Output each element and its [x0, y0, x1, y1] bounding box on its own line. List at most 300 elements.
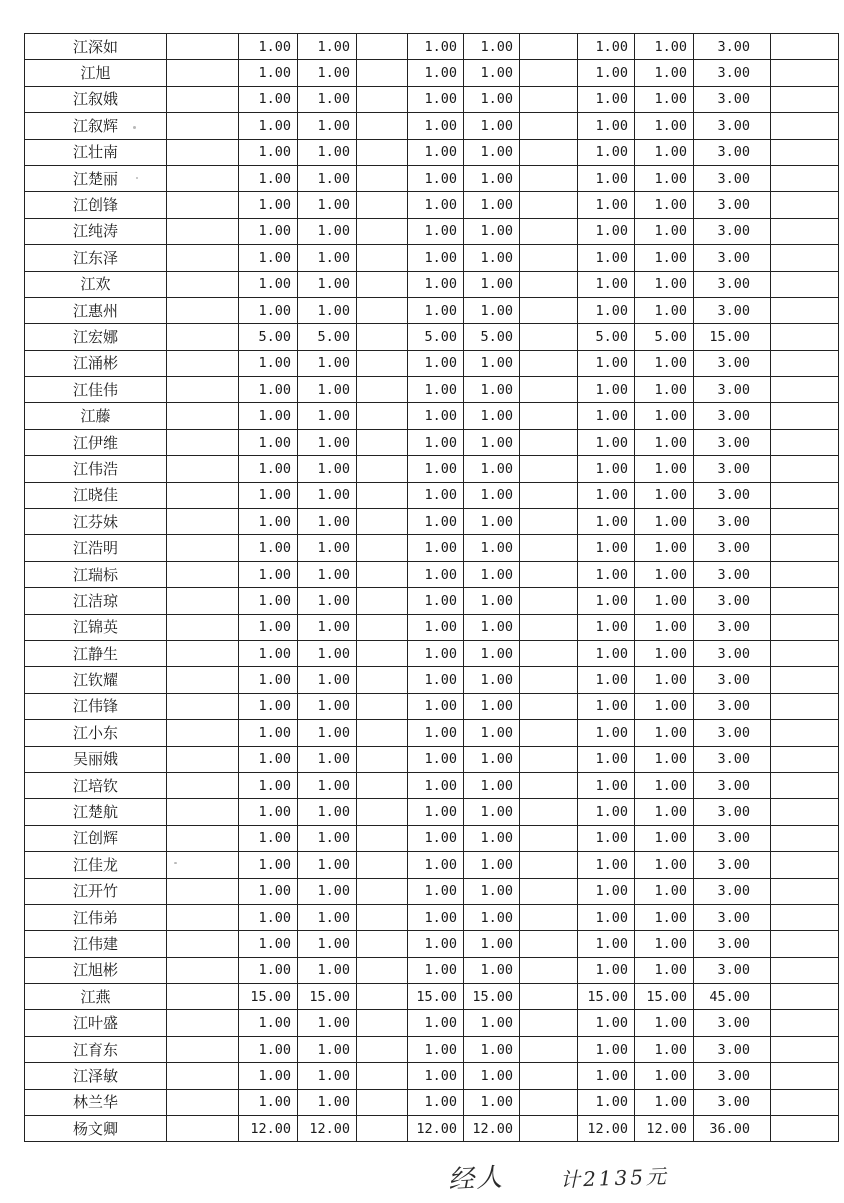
table-row: [25, 640, 839, 666]
amount-cell: 1.00: [239, 693, 298, 719]
amount-cell: 1.00: [408, 693, 464, 719]
empty-cell: [167, 297, 239, 323]
empty-cell: [771, 1036, 839, 1062]
amount-cell: 1.00: [635, 165, 694, 191]
empty-cell: [167, 957, 239, 983]
amount-cell: 1.00: [298, 509, 357, 535]
amount-cell: 1.00: [635, 1036, 694, 1062]
amount-cell: 1.00: [464, 561, 520, 587]
amount-cell: 1.00: [298, 1036, 357, 1062]
table-row: [25, 1010, 839, 1036]
amount-cell: 1.00: [408, 878, 464, 904]
total-cell: 3.00: [694, 614, 771, 640]
amount-cell: 1.00: [635, 218, 694, 244]
amount-cell: 1.00: [635, 113, 694, 139]
empty-cell: [167, 509, 239, 535]
empty-cell: [357, 957, 408, 983]
total-cell: 3.00: [694, 772, 771, 798]
amount-cell: 12.00: [578, 1116, 635, 1142]
empty-cell: [771, 324, 839, 350]
amount-cell: 1.00: [298, 456, 357, 482]
amount-cell: 1.00: [578, 667, 635, 693]
empty-cell: [357, 984, 408, 1010]
amount-cell: 1.00: [408, 588, 464, 614]
table-row: [25, 667, 839, 693]
empty-cell: [167, 693, 239, 719]
total-cell: 3.00: [694, 482, 771, 508]
total-cell: 3.00: [694, 799, 771, 825]
amount-cell: 1.00: [239, 297, 298, 323]
empty-cell: [771, 350, 839, 376]
amount-cell: 1.00: [635, 535, 694, 561]
amount-cell: 1.00: [408, 350, 464, 376]
total-cell: 3.00: [694, 34, 771, 60]
amount-cell: 1.00: [239, 772, 298, 798]
name-cell: 江创辉: [25, 825, 167, 851]
total-cell: 3.00: [694, 218, 771, 244]
total-cell: 3.00: [694, 904, 771, 930]
table-row: [25, 693, 839, 719]
amount-cell: 1.00: [635, 667, 694, 693]
total-cell: 3.00: [694, 720, 771, 746]
empty-cell: [357, 429, 408, 455]
amount-cell: 5.00: [298, 324, 357, 350]
amount-cell: 1.00: [239, 456, 298, 482]
amount-cell: 1.00: [464, 931, 520, 957]
amount-cell: 1.00: [239, 429, 298, 455]
amount-cell: 12.00: [635, 1116, 694, 1142]
name-cell: 江宏娜: [25, 324, 167, 350]
amount-cell: 1.00: [298, 34, 357, 60]
empty-cell: [771, 139, 839, 165]
amount-cell: 1.00: [635, 746, 694, 772]
empty-cell: [167, 218, 239, 244]
total-cell: 3.00: [694, 165, 771, 191]
amount-cell: 1.00: [298, 588, 357, 614]
empty-cell: [771, 799, 839, 825]
amount-cell: 1.00: [578, 535, 635, 561]
empty-cell: [167, 271, 239, 297]
total-cell: 3.00: [694, 377, 771, 403]
amount-cell: 1.00: [578, 297, 635, 323]
amount-cell: 1.00: [239, 1036, 298, 1062]
amount-cell: 1.00: [239, 403, 298, 429]
amount-cell: 1.00: [239, 1063, 298, 1089]
empty-cell: [520, 271, 578, 297]
total-cell: 3.00: [694, 561, 771, 587]
amount-cell: 1.00: [298, 139, 357, 165]
amount-cell: 1.00: [635, 614, 694, 640]
empty-cell: [771, 614, 839, 640]
amount-cell: 12.00: [298, 1116, 357, 1142]
amount-cell: 1.00: [239, 139, 298, 165]
amount-cell: 1.00: [239, 113, 298, 139]
total-cell: 3.00: [694, 403, 771, 429]
empty-cell: [771, 509, 839, 535]
amount-cell: 1.00: [578, 218, 635, 244]
empty-cell: [520, 535, 578, 561]
empty-cell: [520, 957, 578, 983]
empty-cell: [771, 1010, 839, 1036]
amount-cell: 1.00: [298, 957, 357, 983]
amount-cell: 15.00: [578, 984, 635, 1010]
name-cell: 江楚航: [25, 799, 167, 825]
empty-cell: [520, 693, 578, 719]
table-row: [25, 799, 839, 825]
amount-cell: 1.00: [464, 377, 520, 403]
name-cell: 江芬妹: [25, 509, 167, 535]
total-cell: 3.00: [694, 271, 771, 297]
empty-cell: [167, 350, 239, 376]
amount-cell: 1.00: [464, 799, 520, 825]
table-row: [25, 297, 839, 323]
table-row: [25, 852, 839, 878]
amount-cell: 1.00: [408, 113, 464, 139]
total-cell: 3.00: [694, 113, 771, 139]
empty-cell: [520, 86, 578, 112]
amount-cell: 1.00: [298, 482, 357, 508]
amount-cell: 1.00: [578, 614, 635, 640]
amount-cell: 1.00: [464, 640, 520, 666]
amount-cell: 1.00: [408, 218, 464, 244]
amount-cell: 1.00: [635, 271, 694, 297]
empty-cell: [520, 1063, 578, 1089]
name-cell: 江壮南: [25, 139, 167, 165]
amount-cell: 1.00: [464, 614, 520, 640]
empty-cell: [167, 324, 239, 350]
amount-cell: 1.00: [464, 271, 520, 297]
amount-cell: 1.00: [408, 86, 464, 112]
empty-cell: [357, 772, 408, 798]
amount-cell: 1.00: [635, 852, 694, 878]
table-row: [25, 192, 839, 218]
name-cell: 江锦英: [25, 614, 167, 640]
empty-cell: [167, 60, 239, 86]
amount-cell: 1.00: [578, 86, 635, 112]
empty-cell: [771, 192, 839, 218]
amount-cell: 1.00: [578, 1036, 635, 1062]
amount-cell: 1.00: [464, 482, 520, 508]
amount-cell: 1.00: [578, 931, 635, 957]
amount-cell: 1.00: [408, 34, 464, 60]
amount-cell: 1.00: [298, 165, 357, 191]
amount-cell: 1.00: [408, 271, 464, 297]
empty-cell: [771, 904, 839, 930]
empty-cell: [357, 324, 408, 350]
amount-cell: 1.00: [464, 165, 520, 191]
name-cell: 江佳伟: [25, 377, 167, 403]
amount-cell: 1.00: [464, 535, 520, 561]
total-cell: 3.00: [694, 429, 771, 455]
amount-cell: 1.00: [239, 1010, 298, 1036]
amount-cell: 1.00: [578, 825, 635, 851]
empty-cell: [357, 614, 408, 640]
empty-cell: [357, 693, 408, 719]
amount-cell: 1.00: [298, 931, 357, 957]
table-row: [25, 561, 839, 587]
amount-cell: 1.00: [635, 693, 694, 719]
empty-cell: [167, 1116, 239, 1142]
amount-cell: 1.00: [578, 271, 635, 297]
empty-cell: [520, 165, 578, 191]
empty-cell: [520, 1036, 578, 1062]
amount-cell: 1.00: [578, 852, 635, 878]
amount-cell: 1.00: [239, 165, 298, 191]
empty-cell: [357, 825, 408, 851]
empty-cell: [520, 429, 578, 455]
empty-cell: [357, 720, 408, 746]
amount-cell: 1.00: [464, 1089, 520, 1115]
amount-cell: 1.00: [464, 34, 520, 60]
table-row: [25, 825, 839, 851]
amount-cell: 1.00: [298, 86, 357, 112]
total-cell: 3.00: [694, 1089, 771, 1115]
total-cell: 3.00: [694, 86, 771, 112]
amount-cell: 1.00: [635, 799, 694, 825]
amount-cell: 1.00: [635, 1010, 694, 1036]
total-cell: 36.00: [694, 1116, 771, 1142]
empty-cell: [167, 245, 239, 271]
empty-cell: [167, 640, 239, 666]
name-cell: 江创锋: [25, 192, 167, 218]
empty-cell: [520, 403, 578, 429]
name-cell: 江浩明: [25, 535, 167, 561]
name-cell: 江伟建: [25, 931, 167, 957]
amount-cell: 1.00: [298, 350, 357, 376]
amount-cell: 1.00: [239, 720, 298, 746]
amount-cell: 1.00: [408, 614, 464, 640]
name-cell: 江开竹: [25, 878, 167, 904]
contribution-table: [24, 33, 839, 1142]
amount-cell: 1.00: [578, 139, 635, 165]
amount-cell: 1.00: [635, 245, 694, 271]
total-cell: 3.00: [694, 1036, 771, 1062]
name-cell: 江旭彬: [25, 957, 167, 983]
empty-cell: [771, 588, 839, 614]
amount-cell: 1.00: [298, 218, 357, 244]
amount-cell: 1.00: [578, 403, 635, 429]
amount-cell: 1.00: [578, 878, 635, 904]
empty-cell: [357, 1116, 408, 1142]
amount-cell: 1.00: [298, 1089, 357, 1115]
amount-cell: 1.00: [408, 1010, 464, 1036]
amount-cell: 1.00: [298, 1063, 357, 1089]
amount-cell: 1.00: [635, 561, 694, 587]
empty-cell: [357, 60, 408, 86]
total-cell: 15.00: [694, 324, 771, 350]
empty-cell: [357, 86, 408, 112]
table-row: [25, 377, 839, 403]
empty-cell: [357, 350, 408, 376]
amount-cell: 1.00: [298, 192, 357, 218]
amount-cell: 1.00: [635, 429, 694, 455]
empty-cell: [520, 1089, 578, 1115]
amount-cell: 1.00: [408, 720, 464, 746]
empty-cell: [357, 403, 408, 429]
amount-cell: 15.00: [635, 984, 694, 1010]
amount-cell: 1.00: [464, 350, 520, 376]
total-cell: 3.00: [694, 1063, 771, 1089]
amount-cell: 1.00: [239, 377, 298, 403]
empty-cell: [520, 456, 578, 482]
amount-cell: 5.00: [239, 324, 298, 350]
amount-cell: 15.00: [298, 984, 357, 1010]
empty-cell: [167, 904, 239, 930]
amount-cell: 1.00: [239, 931, 298, 957]
total-cell: 3.00: [694, 931, 771, 957]
amount-cell: 1.00: [408, 60, 464, 86]
amount-cell: 1.00: [635, 34, 694, 60]
amount-cell: 1.00: [298, 640, 357, 666]
name-cell: 江叙辉: [25, 113, 167, 139]
amount-cell: 1.00: [578, 693, 635, 719]
total-cell: 3.00: [694, 957, 771, 983]
amount-cell: 1.00: [464, 746, 520, 772]
amount-cell: 1.00: [578, 588, 635, 614]
empty-cell: [520, 614, 578, 640]
empty-cell: [771, 1116, 839, 1142]
amount-cell: 1.00: [408, 377, 464, 403]
name-cell: 江旭: [25, 60, 167, 86]
amount-cell: 1.00: [239, 60, 298, 86]
amount-cell: 1.00: [239, 746, 298, 772]
total-cell: 3.00: [694, 825, 771, 851]
empty-cell: [167, 139, 239, 165]
empty-cell: [520, 509, 578, 535]
empty-cell: [167, 561, 239, 587]
handwritten-total-note: 计2135元: [559, 1164, 670, 1192]
name-cell: 江伟浩: [25, 456, 167, 482]
empty-cell: [167, 825, 239, 851]
name-cell: 江钦耀: [25, 667, 167, 693]
total-cell: 3.00: [694, 456, 771, 482]
amount-cell: 15.00: [464, 984, 520, 1010]
empty-cell: [357, 218, 408, 244]
table-row: [25, 350, 839, 376]
empty-cell: [167, 799, 239, 825]
table-row: [25, 904, 839, 930]
empty-cell: [167, 852, 239, 878]
total-cell: 45.00: [694, 984, 771, 1010]
empty-cell: [167, 667, 239, 693]
name-cell: 杨文卿: [25, 1116, 167, 1142]
amount-cell: 1.00: [298, 60, 357, 86]
empty-cell: [357, 588, 408, 614]
table-row: [25, 720, 839, 746]
name-cell: 江伟弟: [25, 904, 167, 930]
empty-cell: [771, 640, 839, 666]
amount-cell: 1.00: [464, 878, 520, 904]
empty-cell: [357, 904, 408, 930]
amount-cell: 1.00: [578, 746, 635, 772]
amount-cell: 1.00: [298, 878, 357, 904]
amount-cell: 1.00: [298, 720, 357, 746]
empty-cell: [520, 640, 578, 666]
amount-cell: 1.00: [239, 957, 298, 983]
empty-cell: [520, 60, 578, 86]
amount-cell: 1.00: [578, 482, 635, 508]
amount-cell: 5.00: [408, 324, 464, 350]
name-cell: 江伟锋: [25, 693, 167, 719]
table-row: [25, 509, 839, 535]
amount-cell: 1.00: [578, 799, 635, 825]
amount-cell: 1.00: [239, 271, 298, 297]
amount-cell: 1.00: [464, 852, 520, 878]
total-cell: 3.00: [694, 245, 771, 271]
total-cell: 3.00: [694, 852, 771, 878]
amount-cell: 1.00: [298, 403, 357, 429]
amount-cell: 1.00: [408, 772, 464, 798]
empty-cell: [357, 667, 408, 693]
amount-cell: 1.00: [408, 456, 464, 482]
empty-cell: [167, 984, 239, 1010]
amount-cell: 1.00: [635, 640, 694, 666]
empty-cell: [167, 377, 239, 403]
total-cell: 3.00: [694, 1010, 771, 1036]
table-row: [25, 957, 839, 983]
amount-cell: 1.00: [578, 245, 635, 271]
amount-cell: 1.00: [635, 86, 694, 112]
empty-cell: [357, 165, 408, 191]
empty-cell: [167, 535, 239, 561]
amount-cell: 12.00: [408, 1116, 464, 1142]
empty-cell: [520, 561, 578, 587]
amount-cell: 1.00: [578, 34, 635, 60]
empty-cell: [771, 113, 839, 139]
amount-cell: 1.00: [408, 746, 464, 772]
total-cell: 3.00: [694, 192, 771, 218]
amount-cell: 1.00: [298, 1010, 357, 1036]
empty-cell: [771, 957, 839, 983]
empty-cell: [520, 1116, 578, 1142]
amount-cell: 1.00: [408, 931, 464, 957]
empty-cell: [357, 561, 408, 587]
empty-cell: [771, 746, 839, 772]
amount-cell: 1.00: [578, 1010, 635, 1036]
amount-cell: 1.00: [408, 245, 464, 271]
empty-cell: [357, 245, 408, 271]
amount-cell: 1.00: [578, 904, 635, 930]
amount-cell: 1.00: [408, 297, 464, 323]
amount-cell: 1.00: [578, 720, 635, 746]
amount-cell: 1.00: [239, 852, 298, 878]
amount-cell: 1.00: [464, 429, 520, 455]
amount-cell: 1.00: [408, 1063, 464, 1089]
empty-cell: [357, 271, 408, 297]
amount-cell: 1.00: [298, 746, 357, 772]
amount-cell: 1.00: [298, 113, 357, 139]
amount-cell: 1.00: [635, 297, 694, 323]
amount-cell: 1.00: [464, 509, 520, 535]
empty-cell: [357, 192, 408, 218]
empty-cell: [167, 34, 239, 60]
amount-cell: 1.00: [464, 245, 520, 271]
amount-cell: 1.00: [298, 377, 357, 403]
amount-cell: 15.00: [239, 984, 298, 1010]
empty-cell: [771, 377, 839, 403]
name-cell: 江泽敏: [25, 1063, 167, 1089]
name-cell: 吴丽娥: [25, 746, 167, 772]
empty-cell: [167, 165, 239, 191]
amount-cell: 1.00: [578, 957, 635, 983]
amount-cell: 15.00: [408, 984, 464, 1010]
scan-speck: [136, 177, 138, 179]
amount-cell: 1.00: [239, 588, 298, 614]
amount-cell: 1.00: [298, 535, 357, 561]
table-row: [25, 165, 839, 191]
amount-cell: 1.00: [239, 34, 298, 60]
table-row: [25, 772, 839, 798]
